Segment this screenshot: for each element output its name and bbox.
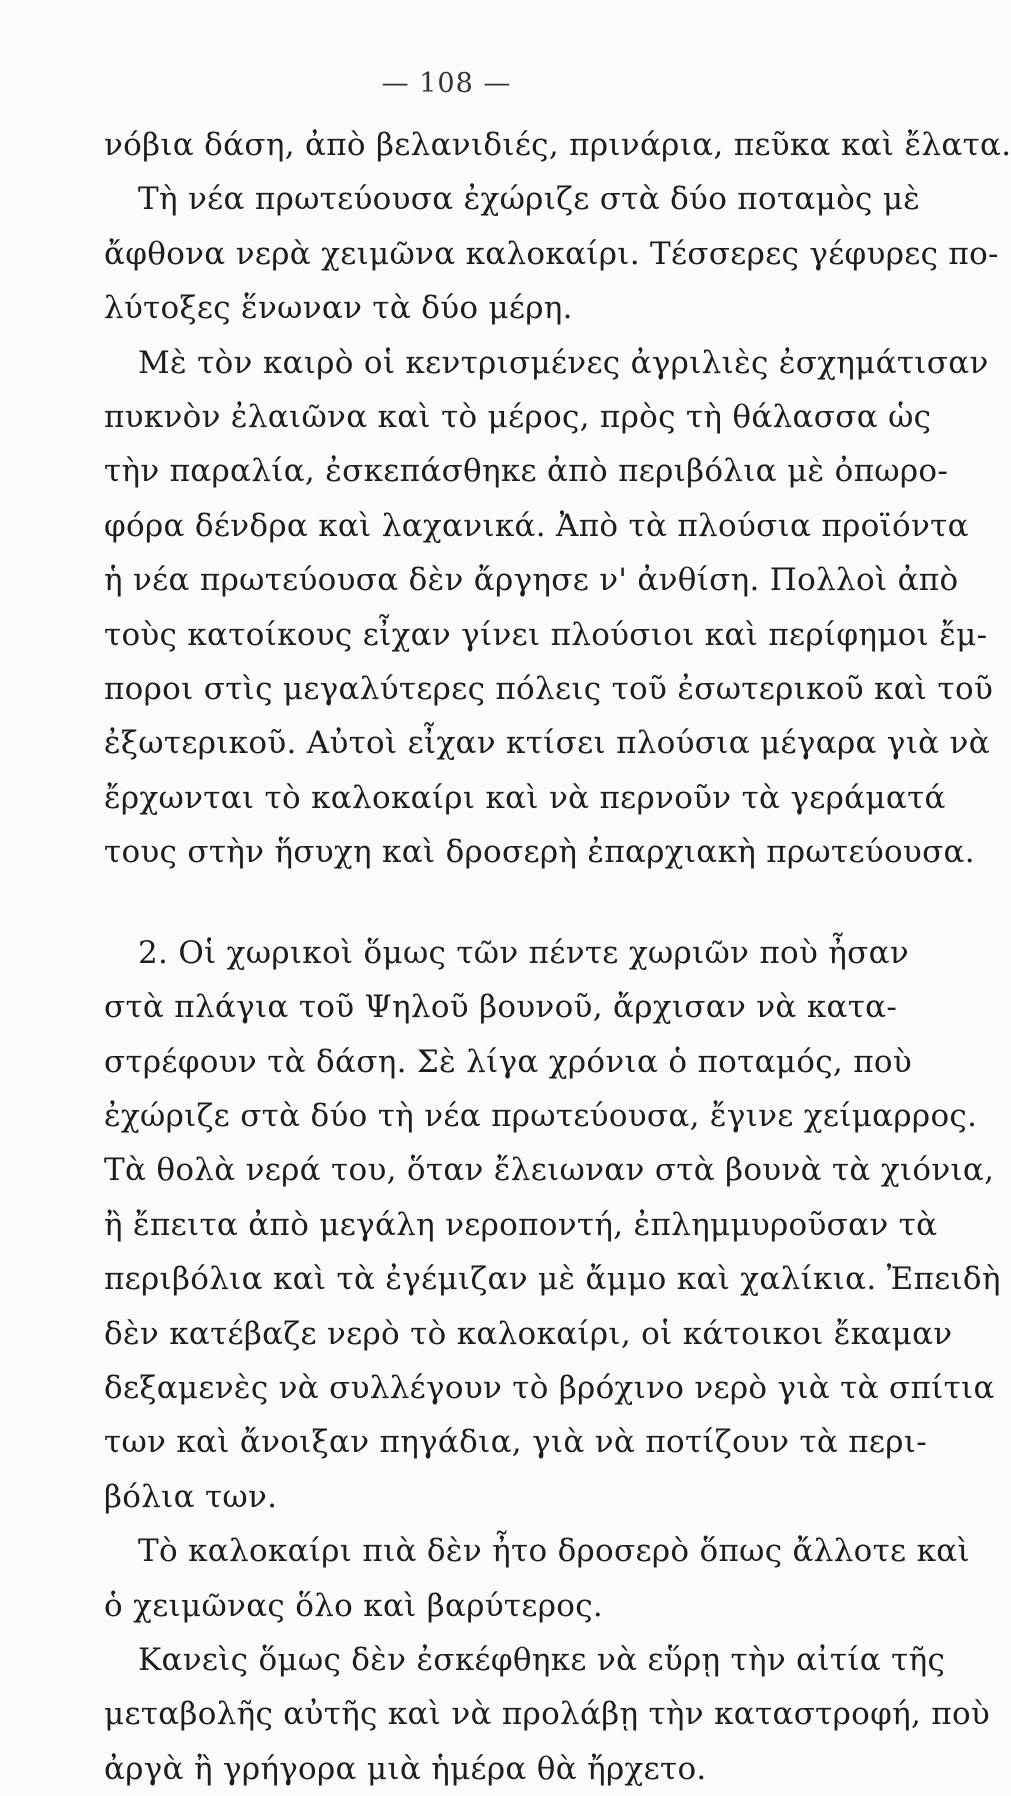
- text-line: ἀργὰ ἢ γρήγορα μιὰ ἡμέρα θὰ ἤρχετο.: [104, 1750, 707, 1787]
- text-line: ἄφθονα νερὰ χειμῶνα καλοκαίρι. Τέσσερες γέφυρες πο-: [104, 235, 999, 272]
- text-line: τὴν παραλία, ἐσκεπάσθηκε ἀπὸ περιβόλια μὲ ὀπωρο-: [104, 453, 949, 490]
- text-line: περιβόλια καὶ τὰ ἐγέμιζαν μὲ ἄμμο καὶ χαλίκια. Ἐπειδὴ: [104, 1261, 1001, 1298]
- text-line: πυκνὸν ἐλαιῶνα καὶ τὸ μέρος, πρὸς τὴ θάλασσα ὡς: [104, 399, 932, 436]
- text-line: Τὴ νέα πρωτεύουσα ἐχώριζε στὰ δύο ποταμὸς μὲ: [138, 181, 921, 218]
- text-line: δεξαμενὲς νὰ συλλέγουν τὸ βρόχινο νερὸ γιὰ τὰ σπίτια: [104, 1369, 995, 1406]
- text-line: ἡ νέα πρωτεύουσα δὲν ἄργησε ν' ἀνθίση. Πολλοὶ ἀπὸ: [104, 562, 959, 599]
- text-line: Τὰ θολὰ νερά του, ὅταν ἔλειωναν στὰ βουνὰ τὰ χιόνια,: [104, 1152, 995, 1189]
- text-line: δὲν κατέβαζε νερὸ τὸ καλοκαίρι, οἱ κάτοικοι ἔκαμαν: [104, 1315, 953, 1352]
- page-number-header: — 108 —: [381, 68, 512, 99]
- text-line: Κανεὶς ὅμως δὲν ἐσκέφθηκε νὰ εὕρῃ τὴν αἰτία τῆς: [138, 1641, 946, 1678]
- text-line: Μὲ τὸν καιρὸ οἱ κεντρισμένες ἀγριλιὲς ἐσχημάτισαν: [138, 344, 989, 381]
- text-line: νόβια δάση, ἀπὸ βελανιδιές, πρινάρια, πεῦκα καὶ ἔλατα.: [104, 127, 1011, 163]
- text-line: μεταβολῆς αὐτῆς καὶ νὰ προλάβῃ τὴν καταστροφή, ποὺ: [104, 1696, 991, 1733]
- text-line: 2. Οἱ χωρικοὶ ὅμως τῶν πέντε χωριῶν ποὺ ἦσαν: [138, 934, 909, 971]
- text-line: ὁ χειμῶνας ὅλο καὶ βαρύτερος.: [104, 1587, 604, 1624]
- section-gap: [104, 880, 879, 926]
- text-line: ἔρχωνται τὸ καλοκαίρι καὶ νὰ περνοῦν τὰ γεράματά: [104, 779, 946, 816]
- text-line: Τὸ καλοκαίρι πιὰ δὲν ἦτο δροσερὸ ὅπως ἄλλοτε καὶ: [138, 1533, 970, 1570]
- text-line: φόρα δένδρα καὶ λαχανικά. Ἀπὸ τὰ πλούσια προϊόντα: [104, 507, 969, 544]
- text-line: ποροι στὶς μεγαλύτερες πόλεις τοῦ ἐσωτερικοῦ καὶ τοῦ: [104, 671, 994, 708]
- text-line: λύτοξες ἕνωναν τὰ δύο μέρη.: [104, 290, 573, 327]
- text-line: στρέφουν τὰ δάση. Σὲ λίγα χρόνια ὁ ποταμός, ποὺ: [104, 1043, 912, 1080]
- text-line: ἐξωτερικοῦ. Αὐτοὶ εἶχαν κτίσει πλούσια μέγαρα γιὰ νὰ: [104, 725, 990, 762]
- text-line: τοὺς κατοίκους εἶχαν γίνει πλούσιοι καὶ περίφημοι ἔμ-: [104, 616, 988, 653]
- text-line: βόλια των.: [104, 1478, 278, 1515]
- text-line: ἢ ἔπειτα ἀπὸ μεγάλη νεροποντή, ἐπλημμυροῦσαν τὰ: [104, 1206, 938, 1243]
- text-line: των καὶ ἄνοιξαν πηγάδια, γιὰ νὰ ποτίζουν τὰ περι-: [104, 1424, 928, 1461]
- text-line: στὰ πλάγια τοῦ Ψηλοῦ βουνοῦ, ἄρχισαν νὰ κατα-: [104, 989, 898, 1026]
- text-line: τους στὴν ἥσυχη καὶ δροσερὴ ἐπαρχιακὴ πρωτεύουσα.: [104, 834, 975, 871]
- page-text: [104, 118, 1011, 1796]
- text-line: ἐχώριζε στὰ δύο τὴ νέα πρωτεύουσα, ἔγινε χείμαρρος.: [104, 1097, 978, 1134]
